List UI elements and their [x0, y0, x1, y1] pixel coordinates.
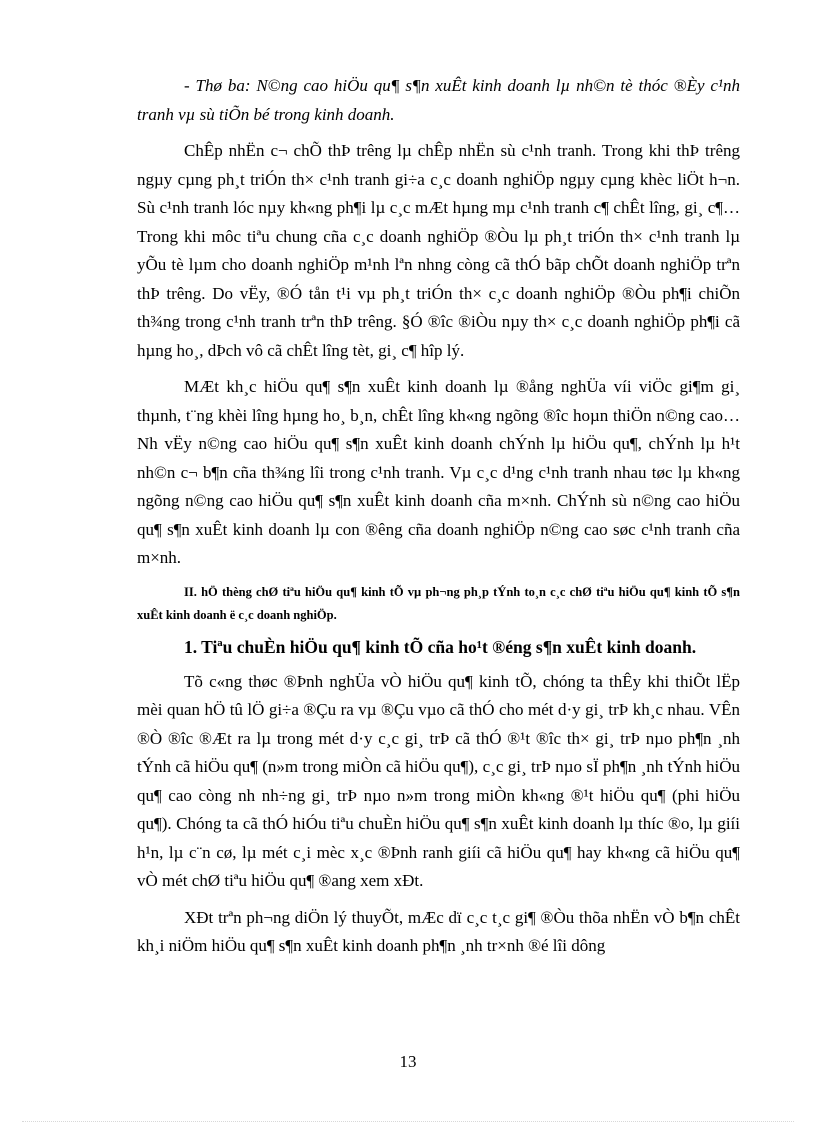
subsection-heading-1: 1. Tiªu chuÈn hiÖu qu¶ kinh tÕ cña ho¹t ®éng s¶n xuÊt kinh doanh.: [184, 636, 697, 657]
paragraph-efficiency-competition: MÆt kh¸c hiÖu qu¶ s¶n xuÊt kinh doanh lµ ®ång nghÜa víi viÖc gi¶m gi¸ thµnh, t¨ng khèi lîng hµng ho¸ b¸n, chÊt lîng kh«ng ngõng ®îc hoµn thiÖn n©ng cao… Nh vËy n©ng cao hiÖu qu¶ s¶n xuÊt kinh doanh chÝnh lµ hiÖu qu¶, chÝnh lµ h¹t nh©n c¬ b¶n cña th¾ng lîi trong c¹nh tranh. Vµ c¸c d¹ng c¹nh tranh nhau tøc lµ kh«ng ngõng n©ng cao hiÖu qu¶ s¶n xuÊt kinh doanh cña m×nh. ChÝnh sù n©ng cao hiÖu qu¶ s¶n xuÊt kinh doanh lµ con ®êng cña doanh nghiÖp n©ng cao søc c¹nh tranh cña m×nh.: [137, 377, 740, 567]
paragraph-market-competition: ChÊp nhËn c¬ chÕ thÞ trêng lµ chÊp nhËn sù c¹nh tranh. Trong khi thÞ trêng ngµy cµng ph¸t triÓn th× c¹nh tranh gi÷a c¸c doanh nghiÖp ngµy cµng khèc liÖt h¬n. Sù c¹nh tranh lóc nµy kh«ng ph¶i lµ c¸c mÆt hµng mµ c¹nh tranh c¶ chÊt lîng, gi¸ c¶… Trong khi môc tiªu chung cña c¸c doanh nghiÖp ®Òu lµ ph¸t triÓn th× c¹nh tranh lµ yÕu tè lµm cho doanh nghiÖp m¹nh lªn nhng còng cã thÓ bãp chÕt doanh nghiÖp trªn thÞ trêng. Do vËy, ®Ó tån t¹i vµ ph¸t triÓn th× c¸c doanh nghiÖp ®Òu ph¶i chiÕn th¾ng trong c¹nh tranh trªn thÞ trêng. §Ó ®îc ®iÒu nµy th× c¸c doanh nghiÖp ph¶i cã hµng ho¸, dÞch vô cã chÊt lîng tèt, gi¸ c¶ hîp lý.: [137, 141, 740, 360]
page-body: [137, 72, 740, 969]
page-number: 13: [399, 1052, 417, 1071]
page-bottom-divider: [22, 1121, 794, 1122]
paragraph-theory: XÐt trªn ph¬ng diÖn lý thuyÕt, mÆc dï c¸c t¸c gi¶ ®Òu thõa nhËn vÒ b¶n chÊt kh¸i niÖm hiÖu qu¶ s¶n xuÊt kinh doanh ph¶n ¸nh tr×nh ®é lîi dông: [137, 907, 740, 955]
paragraph-efficiency-standard: Tõ c«ng thøc ®Þnh nghÜa vÒ hiÖu qu¶ kinh tÕ, chóng ta thÊy khi thiÕt lËp mèi quan hÖ tû lÖ gi÷a ®Çu ra vµ ®Çu vµo cã thÓ cho mét d·y gi¸ trÞ kh¸c nhau. VÊn ®Ò ®îc ®Æt ra lµ trong mét d·y c¸c gi¸ trÞ cã thÓ ®¹t ®îc th× gi¸ trÞ nµo ph¶n ¸nh tÝnh cã hiÖu qu¶ (n»m trong miÒn cã hiÖu qu¶), c¸c gi¸ trÞ nµo sÏ ph¶n ¸nh tÝnh hiÖu qu¶ cao còng nh nh÷ng gi¸ trÞ nµo n»m trong miÒn kh«ng ®¹t hiÖu qu¶ (phi hiÖu qu¶). Chóng ta cã thÓ hiÓu tiªu chuÈn hiÖu qu¶ s¶n xuÊt kinh doanh lµ thíc ®o, lµ giíi h¹n, lµ c¨n cø, lµ mét c¸i mèc x¸c ®Þnh ranh giíi cã hiÖu qu¶ hay kh«ng cã hiÖu qu¶ vÒ mét chØ tiªu hiÖu qu¶ ®ang xem xÐt.: [137, 671, 740, 890]
paragraph-third-point: - Thø ba: N©ng cao hiÖu qu¶ s¶n xuÊt kinh doanh lµ nh©n tè thóc ®Èy c¹nh tranh vµ sù tiÕn bé trong kinh doanh.: [137, 76, 740, 124]
section-heading-ii: II. hÖ thèng chØ tiªu hiÖu qu¶ kinh tÕ vµ ph¬ng ph¸p tÝnh to¸n c¸c chØ tiªu hiÖu qu¶ kinh tÕ s¶n xuÊt kinh doanh ë c¸c doanh nghiÖp.: [137, 584, 740, 622]
